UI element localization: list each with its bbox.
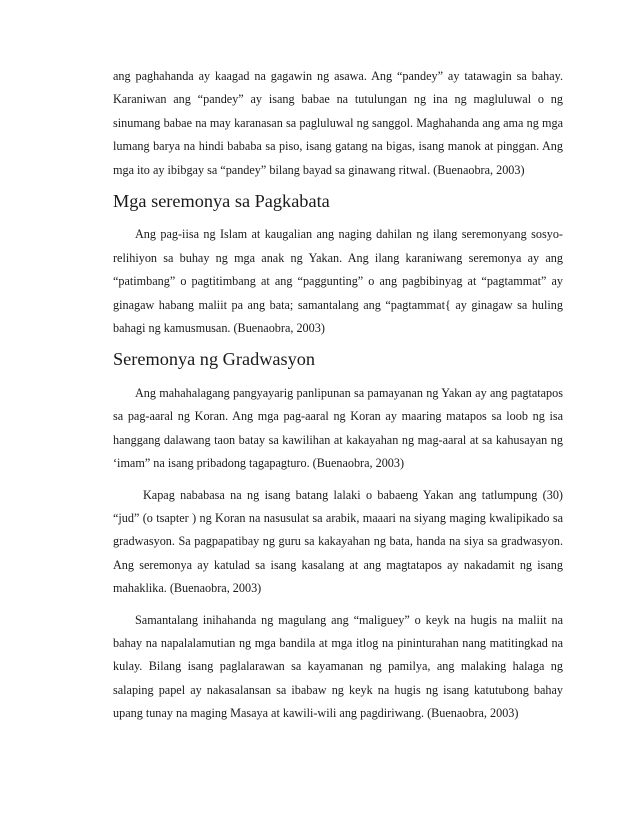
document-page	[113, 65, 563, 726]
spacer	[113, 476, 563, 484]
spacer	[113, 340, 563, 348]
spacer	[113, 213, 563, 223]
paragraph-maliguey: Samantalang inihahanda ng magulang ang “maliguey” o keyk na hugis na maliit na bahay na napalalamutian ng mga bandila at mga itlog na pininturahan nang matitingkad na kulay. Bilang isang paglalarawan sa kayamanan ng pamilya, ang malaking halaga ng salaping papel ay nakasalansan sa ibabaw ng keyk na hugis ng isang katutubong bahay upang tunay na maging Masaya at kawili-wili ang pagdiriwang. (Buenaobra, 2003)	[113, 612, 563, 721]
paragraph-pandey: ang paghahanda ay kaagad na gagawin ng asawa. Ang “pandey” ay tatawagin sa bahay. Karaniwan ang “pandey” ay isang babae na tutulungan ng ina ng magluluwal o ng sinumang babae na may karanasan sa pagluluwal ng sanggol. Maghahanda ang ama ng mga lumang barya na hindi bababa sa piso, isang gatang na bigas, isang manok at pinggan. Ang mga ito ay ibibgay sa “pandey” bilang bayad sa ginawang ritwal. (Buenaobra, 2003)	[113, 69, 563, 177]
paragraph-gradwasyon-2: Kapag nababasa na ng isang batang lalaki o babaeng Yakan ang tatlumpung (30) “jud” (o tsapter ) ng Koran na nasusulat sa arabik, maaari na siyang maging kwalipikado sa gradwasyon. Sa pagpapatibay ng guru sa kakayahan ng bata, handa na siya sa gradwasyon. Ang seremonya ay katulad sa isang kasalang at ang magtatapos ay nakadamit ng isang mahaklika. (Buenaobra, 2003)	[113, 487, 563, 596]
section-heading-gradwasyon: Seremonya ng Gradwasyon	[113, 349, 316, 370]
spacer	[113, 182, 563, 190]
spacer	[113, 372, 563, 382]
paragraph-pagkabata: Ang pag-iisa ng Islam at kaugalian ang naging dahilan ng ilang seremonyang sosyo-relihiyon sa buhay ng mga anak ng Yakan. Ang ilang karaniwang seremonya ay ang “patimbang” o pagtitimbang at ang “paggunting” o ang pagbibinyag at “pagtammat” ay ginagaw habang maliit pa ang bata; samantalang ang “pagtammat{ ay ginagaw sa huling bahagi ng kamusmusan. (Buenaobra, 2003)	[113, 227, 563, 336]
spacer	[113, 601, 563, 609]
section-heading-pagkabata: Mga seremonya sa Pagkabata	[113, 191, 330, 212]
paragraph-gradwasyon-1: Ang mahahalagang pangyayarig panlipunan sa pamayanan ng Yakan ay ang pagtatapos sa pag-aaral ng Koran. Ang mga pag-aaral ng Koran ay maaring matapos sa loob ng isa hanggang dalawang taon batay sa kawilihan at kakayahan ng mag-aaral at sa kahusayan ng ‘imam” na isang pribadong tagapagturo. (Buenaobra, 2003)	[113, 385, 563, 471]
